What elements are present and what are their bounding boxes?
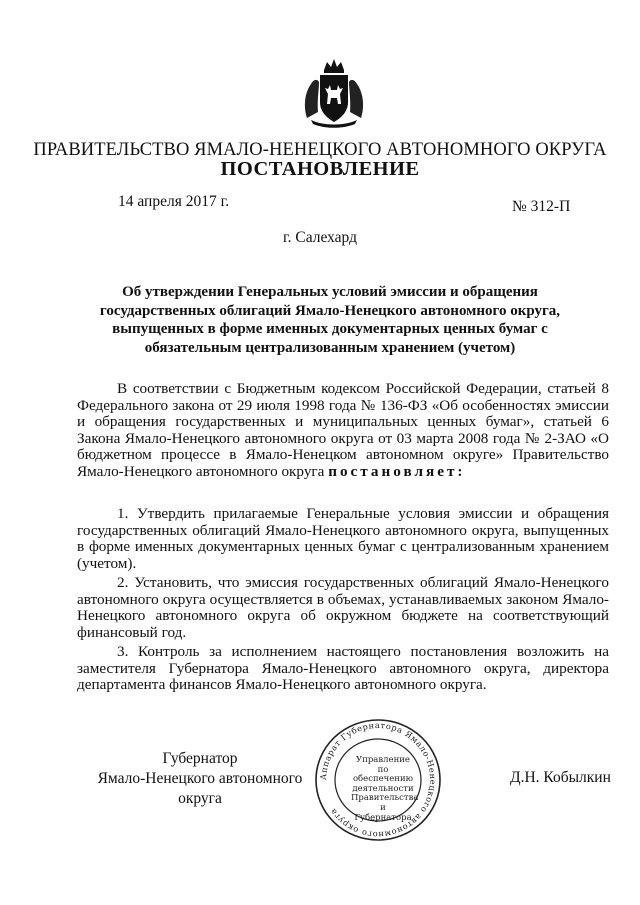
document-city: г. Салехард [283,229,357,246]
preamble [77,381,609,481]
title-line: Об утверждении Генеральных условий эмиссии и обращения [122,284,538,300]
stamp-line: деятельности [352,783,414,794]
stamp-line: обеспечению [352,774,414,785]
document-date: 14 апреля 2017 г. [118,193,230,210]
signer-title-line: Губернатор [162,750,238,767]
resolution-point [77,506,609,572]
coat-of-arms-icon [297,56,371,130]
resolution-point [77,644,609,694]
stamp-inner-text [351,755,419,823]
document-title [85,283,575,357]
stamp-ring-text: Аппарат Губернатора Ямало-Ненецкого автономного округа [317,719,439,841]
signer-title-line: Ямало-Ненецкого автономного округа [97,770,303,807]
stamp-line: и Губернатора [354,802,412,823]
stamp-line: Управление по [356,755,410,775]
signer-position [80,749,320,809]
signer-name: Д.Н. Кобылкин [510,769,611,786]
title-line: обязательным централизованным хранением (учетом) [144,339,516,356]
title-line: выпущенных в форме именных документарных ценных бумаг с [112,321,548,337]
organization-name: ПРАВИТЕЛЬСТВО ЯМАЛО-НЕНЕЦКОГО АВТОНОМНОГО ОКРУГА [33,140,607,160]
title-line: государственных облигаций Ямало-Ненецкого автономного округа, [99,302,561,319]
preamble-text: В соответствии с Бюджетным кодексом Российской Федерации, статьей 8 Федерального закона от 29 июля 1998 года № 136-ФЗ «Об особенностях эмиссии и обращения государственных и муниципальных ценных бумаг», статьей 6 Закона Ямало-Ненецкого автономного округа от 03 марта 2008 года № 2-ЗАО «О бюджетном процессе в Ямало-Ненецком автономном округе» Правительство Ямало-Ненецкого автономного округа [77,380,609,480]
point-text: 2. Установить, что эмиссия государственных облигаций Ямало-Ненецкого автономного округа осуществляется в объемах, устанавливаемых законом Ямало-Ненецкого автономного округа об окружном бюджете на соответствующий финансовый год. [77,574,609,641]
document-number: № 312-П [512,198,571,215]
resolution-point [77,575,609,641]
preamble-keyword: постановляет: [328,462,466,480]
point-text: 1. Утвердить прилагаемые Генеральные условия эмиссии и обращения государственных облигаций Ямало-Ненецкого автономного округа, выпущенных в форме именных документарных ценных бумаг с централизованным хранением (учетом). [77,505,609,572]
point-text: 3. Контроль за исполнением настоящего постановления возложить на заместителя Губернатора Ямало-Ненецкого автономного округа, директора департамента финансов Ямало-Ненецкого автономного округа. [77,643,609,694]
stamp-line: Правительства [351,793,419,804]
document-type: ПОСТАНОВЛЕНИЕ [220,158,420,180]
